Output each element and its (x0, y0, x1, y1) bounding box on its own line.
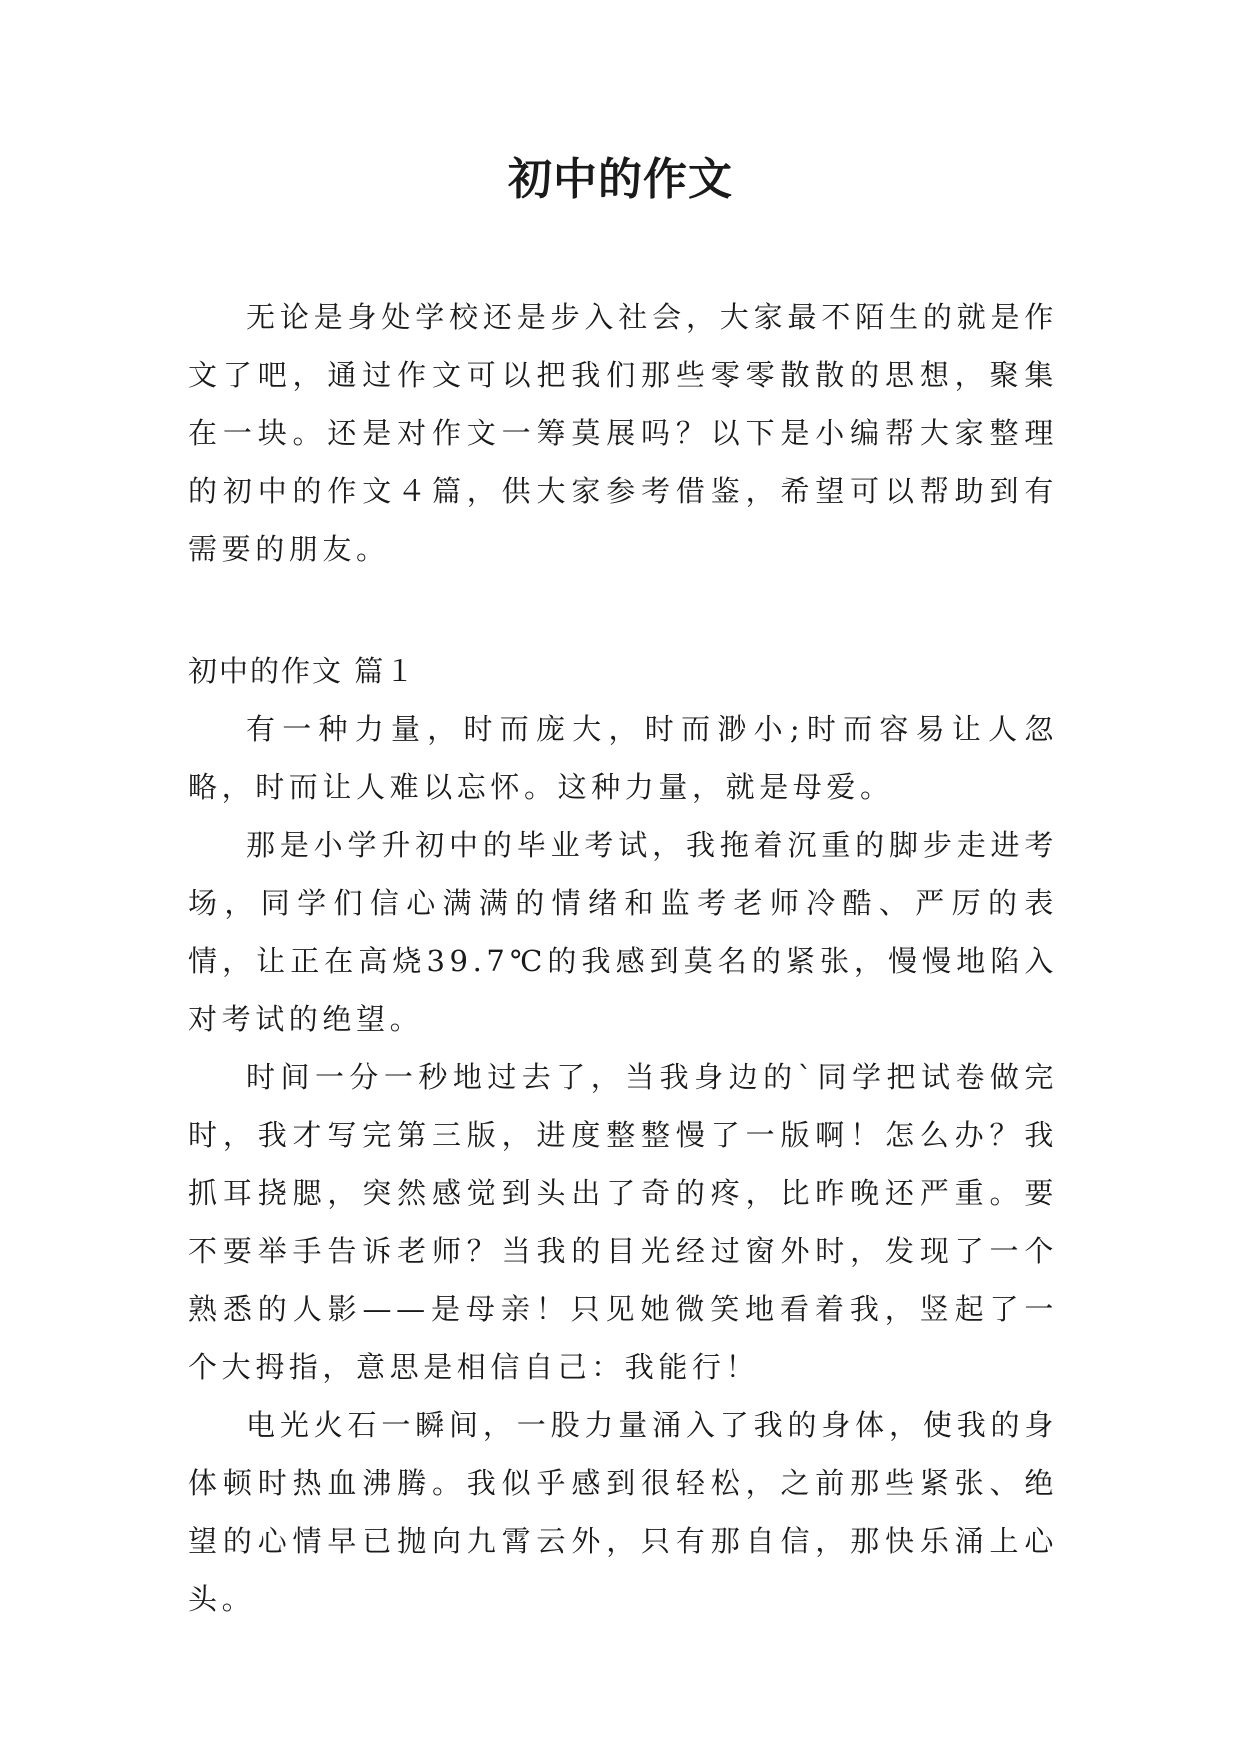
body-paragraph-1: 有一种力量，时而庞大，时而渺小;时而容易让人忽略，时而让人难以忘怀。这种力量，就是母爱。 (188, 712, 1058, 804)
body-paragraph-3: 时间一分一秒地过去了，当我身边的`同学把试卷做完时，我才写完第三版，进度整整慢了一版啊！怎么办？我抓耳挠腮，突然感觉到头出了奇的疼，比昨晚还严重。要不要举手告诉老师？当我的目光经过窗外时，发现了一个熟悉的人影——是母亲！只见她微笑地看着我，竖起了一个大拇指，意思是相信自己：我能行！ (188, 1060, 1058, 1384)
document-body (188, 288, 1058, 1628)
body-paragraph-2: 那是小学升初中的毕业考试，我拖着沉重的脚步走进考场，同学们信心满满的情绪和监考老师冷酷、严厉的表情，让正在高烧39.7℃的我感到莫名的紧张，慢慢地陷入对考试的绝望。 (188, 828, 1058, 1036)
body-paragraph-4: 电光火石一瞬间，一股力量涌入了我的身体，使我的身体顿时热血沸腾。我似乎感到很轻松，之前那些紧张、绝望的心情早已抛向九霄云外，只有那自信，那快乐涌上心头。 (188, 1408, 1058, 1616)
intro-paragraph: 无论是身处学校还是步入社会，大家最不陌生的就是作文了吧，通过作文可以把我们那些零零散散的思想，聚集在一块。还是对作文一筹莫展吗？以下是小编帮大家整理的初中的作文４篇，供大家参考借鉴，希望可以帮助到有需要的朋友。 (188, 300, 1058, 566)
section-spacer (188, 578, 1058, 642)
document-title: 初中的作文 (508, 154, 733, 205)
section-heading: 初中的作文 篇１ (188, 654, 417, 688)
